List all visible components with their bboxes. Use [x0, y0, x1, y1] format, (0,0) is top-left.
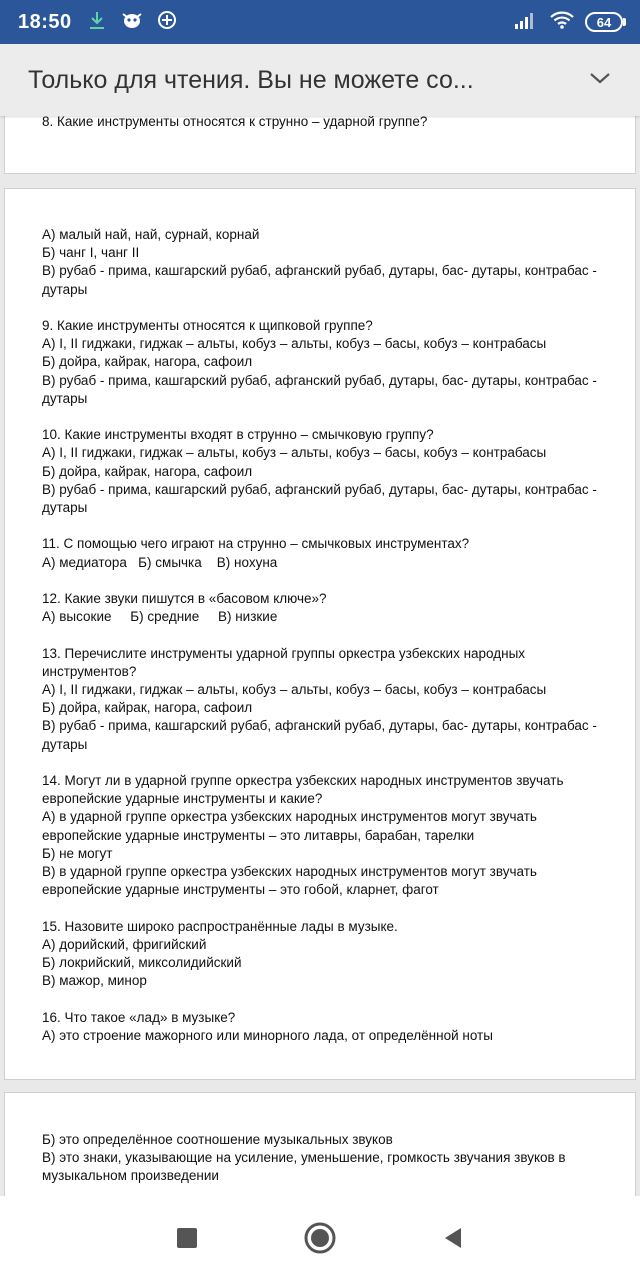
answer-option: А) малый най, най, сурнай, корнай [42, 227, 260, 242]
answer-option: А) I, II гиджаки, гиджак – альты, кобуз – альты, кобуз – басы, кобуз – контрабасы [42, 682, 547, 697]
chevron-down-icon[interactable] [588, 70, 612, 91]
answer-option: В) рубаб - прима, кашгарский рубаб, афганский рубаб, дутары, бас- дутары, контрабас - дутары [42, 718, 601, 752]
answer-option: В) рубаб - прима, кашгарский рубаб, афганский рубаб, дутары, бас- дутары, контрабас - дутары [42, 481, 601, 516]
paragraph-gap [42, 572, 604, 590]
question-text: 15. Назовите широко распространённые лады в музыке. [42, 918, 398, 934]
answer-option: А) в ударной группе оркестра узбекских народных инструментов могут звучать европейские ударные инструменты – это литавры, барабан, тарелки [42, 809, 541, 843]
answer-option: Б) локрийский, миксолидийский [42, 955, 242, 971]
answer-option: Б) чанг I, чанг II [42, 245, 140, 261]
question-text: 10. Какие инструменты входят в струнно – смычковую группу? [42, 427, 434, 443]
paragraph-gap [42, 517, 604, 535]
paragraph-gap [42, 408, 604, 426]
answer-option: А) дорийский, фригийский [42, 936, 207, 952]
download-icon [86, 9, 108, 36]
paragraph-gap [42, 899, 604, 917]
home-button[interactable] [290, 1208, 350, 1268]
document-page [4, 1092, 636, 1196]
status-bar [0, 0, 640, 44]
battery-icon [585, 12, 626, 32]
question-text: 16. Что такое «лад» в музыке? [42, 1009, 236, 1025]
paragraph-gap [42, 990, 604, 1008]
answer-option: В) мажор, минор [42, 973, 147, 989]
back-button[interactable] [423, 1208, 483, 1268]
answer-option: А) медиатора Б) смычка В) нохуна [42, 554, 278, 570]
paragraph-gap [42, 754, 604, 772]
answer-option: Б) дойра, кайрак, нагора, сафоил [42, 700, 253, 716]
question-text: 14. Могут ли в ударной группе оркестра узбекских народных инструментов звучать европейские ударные инструменты и какие? [42, 773, 568, 807]
question-text: 8. Какие инструменты относятся к струнно – ударной группе? [42, 116, 428, 129]
question-text: 11. С помощью чего играют на струнно – смычковых инструментах? [42, 536, 470, 552]
readonly-banner[interactable] [0, 44, 640, 116]
update-icon [156, 9, 178, 36]
answer-option: Б) это определённое соотношение музыкальных звуков [42, 1132, 393, 1147]
answer-option: А) I, II гиджаки, гиджак – альты, кобуз – альты, кобуз – басы, кобуз – контрабасы [42, 336, 547, 352]
question-text: 12. Какие звуки пишутся в «басовом ключе»? [42, 591, 327, 606]
answer-option: Б) дойра, кайрак, нагора, сафоил [42, 463, 253, 479]
answer-option: Б) дойра, кайрак, нагора, сафоил [42, 354, 253, 370]
answer-option: В) рубаб - прима, кашгарский рубаб, афганский рубаб, дутары, бас- дутары, контрабас - дутары [42, 372, 601, 406]
battery-level: 64 [585, 12, 623, 32]
answer-option: А) это строение мажорного или минорного лада, от определённой ноты [42, 1027, 493, 1043]
document-page [4, 188, 636, 1080]
bug-icon [120, 9, 144, 36]
question-text: 13. Перечислите инструменты ударной группы оркестра узбекских народных инструментов? [42, 645, 529, 679]
question-text: 9. Какие инструменты относятся к щипковой группе? [42, 318, 373, 333]
answer-option: В) рубаб - прима, кашгарский рубаб, афганский рубаб, дутары, бас- дутары, контрабас - дутары [42, 263, 601, 297]
clock: 18:50 [18, 10, 72, 33]
wifi-icon [549, 10, 575, 35]
paragraph-gap [42, 626, 604, 644]
navigation-bar [0, 1196, 640, 1280]
answer-option: А) I, II гиджаки, гиджак – альты, кобуз – альты, кобуз – басы, кобуз – контрабасы [42, 445, 547, 461]
page-text [42, 226, 604, 1045]
document-page [4, 116, 636, 174]
page-text [42, 1131, 604, 1186]
answer-option: Б) не могут [42, 845, 113, 861]
document-viewport[interactable] [0, 116, 640, 1196]
signal-icon [513, 10, 539, 35]
recents-button[interactable] [157, 1208, 217, 1268]
answer-option: А) высокие Б) средние В) низкие [42, 609, 278, 625]
paragraph-gap [42, 299, 604, 317]
answer-option: В) это знаки, указывающие на усиление, уменьшение, громкость звучания звуков в музыкальном произведении [42, 1150, 570, 1184]
answer-option: В) в ударной группе оркестра узбекских народных инструментов могут звучать европейские ударные инструменты – это гобой, кларнет, фагот [42, 864, 541, 898]
readonly-message: Только для чтения. Вы не можете со... [28, 65, 474, 94]
